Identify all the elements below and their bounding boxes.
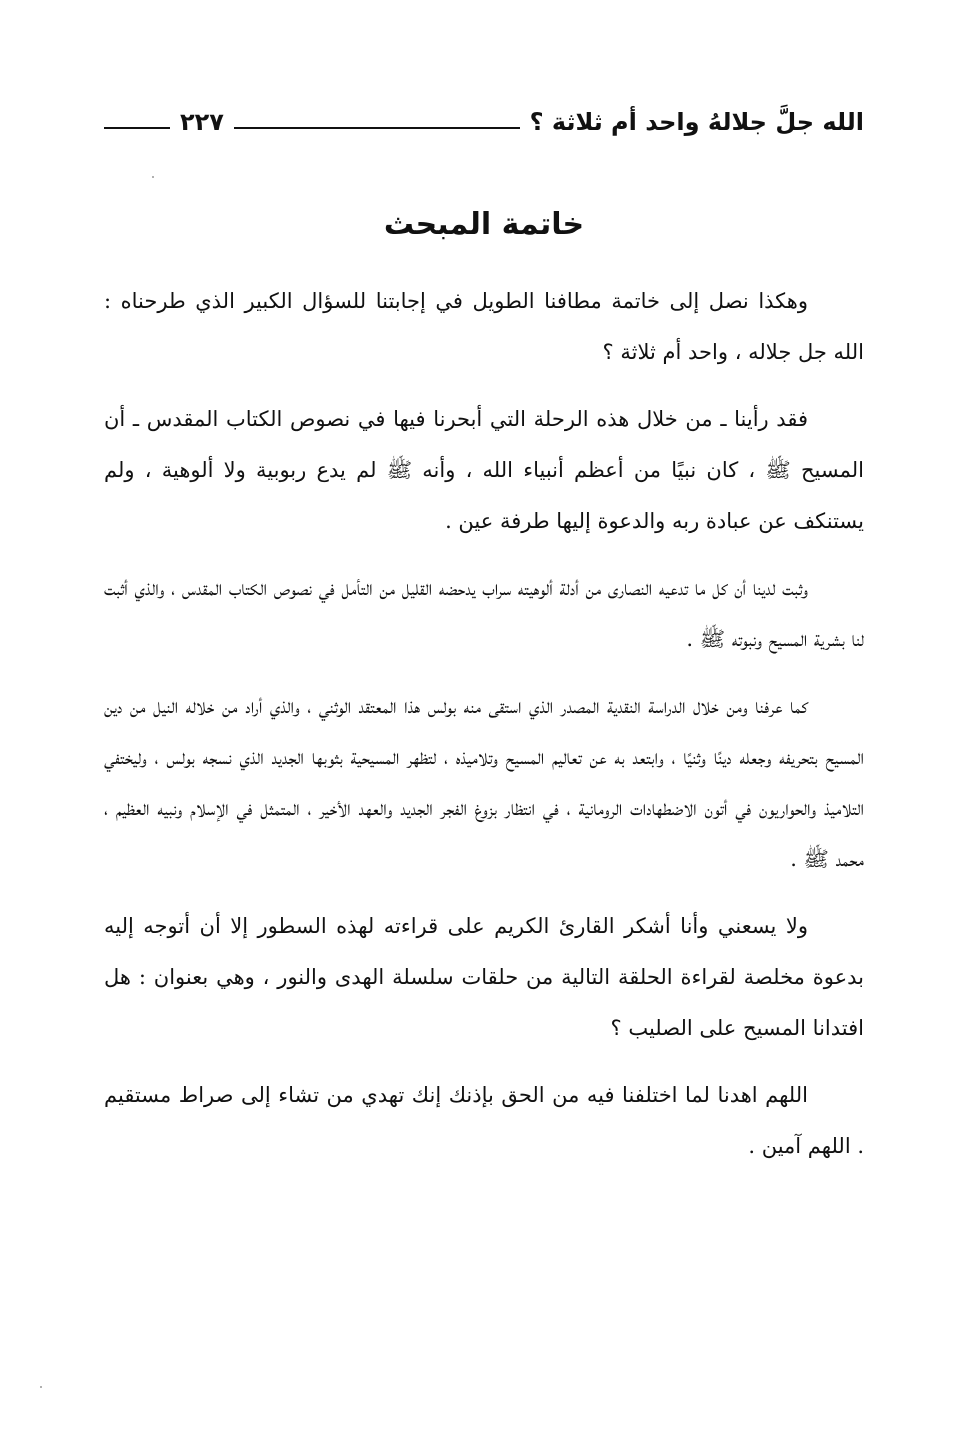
header-rule-end — [104, 127, 170, 129]
paragraph: اللهم اهدنا لما اختلفنا فيه من الحق بإذنك إنك تهدي من تشاء إلى صراط مستقيم . اللهم آمين . — [104, 1083, 864, 1158]
paragraph: وثبت لدينا أن كل ما تدعيه النصارى من أدلة ألوهيته سراب يدحضه القليل من التأمل في نصوص الكتاب المقدس ، والذي أثبت لنا بشرية المسيح ونبوته ﷺ . — [104, 576, 864, 651]
paragraph: ولا يسعني وأنا أشكر القارئ الكريم على قراءته لهذه السطور إلا أن أتوجه إليه بدعوة مخلصة لقراءة الحلقة التالية من حلقات سلسلة الهدى والنور ، وهي بعنوان : هل افتدانا المسيح على الصليب ؟ — [104, 914, 864, 1040]
paragraph: كما عرفنا ومن خلال الدراسة النقدية المصدر الذي استقى منه بولس هذا المعتقد الوثني ، والذي أراد من خلاله النيل من دين المسيح بتحريفه وجعله دينًا وثنيًا ، وابتعد به عن تعاليم المسيح وتلاميذه ، لتظهر المسيحية بثوبها الجديد الذي نسجه بولس ، وليختفي التلاميذ والحواريون في أتون الاضطهادات الرومانية ، في انتظار بزوغ الفجر الجديد والعهد الأخير ، المتمثل في الإسلام ونبيه العظيم ، محمد ﷺ . — [104, 694, 864, 871]
running-header — [104, 100, 864, 144]
body-text — [104, 276, 864, 1172]
section-title: خاتمة المبحث — [383, 207, 585, 242]
page-number: ٢٢٧ — [180, 108, 224, 136]
paragraph: وهكذا نصل إلى خاتمة مطافنا الطويل في إجابتنا للسؤال الكبير الذي طرحناه : الله جل جلاله ، واحد أم ثلاثة ؟ — [104, 289, 864, 364]
scan-speck — [152, 176, 154, 178]
scan-speck — [40, 1386, 42, 1388]
paragraph: فقد رأينا ـ من خلال هذه الرحلة التي أبحرنا فيها في نصوص الكتاب المقدس ـ أن المسيح ﷺ ، كان نبيًا من أعظم أنبياء الله ، وأنه ﷺ لم يدع ربوبية ولا ألوهية ، ولم يستنكف عن عبادة ربه والدعوة إليها طرفة عين . — [104, 407, 864, 533]
running-header-title: الله جلَّ جلالهُ واحد أم ثلاثة ؟ — [529, 108, 864, 136]
header-rule — [234, 127, 520, 129]
